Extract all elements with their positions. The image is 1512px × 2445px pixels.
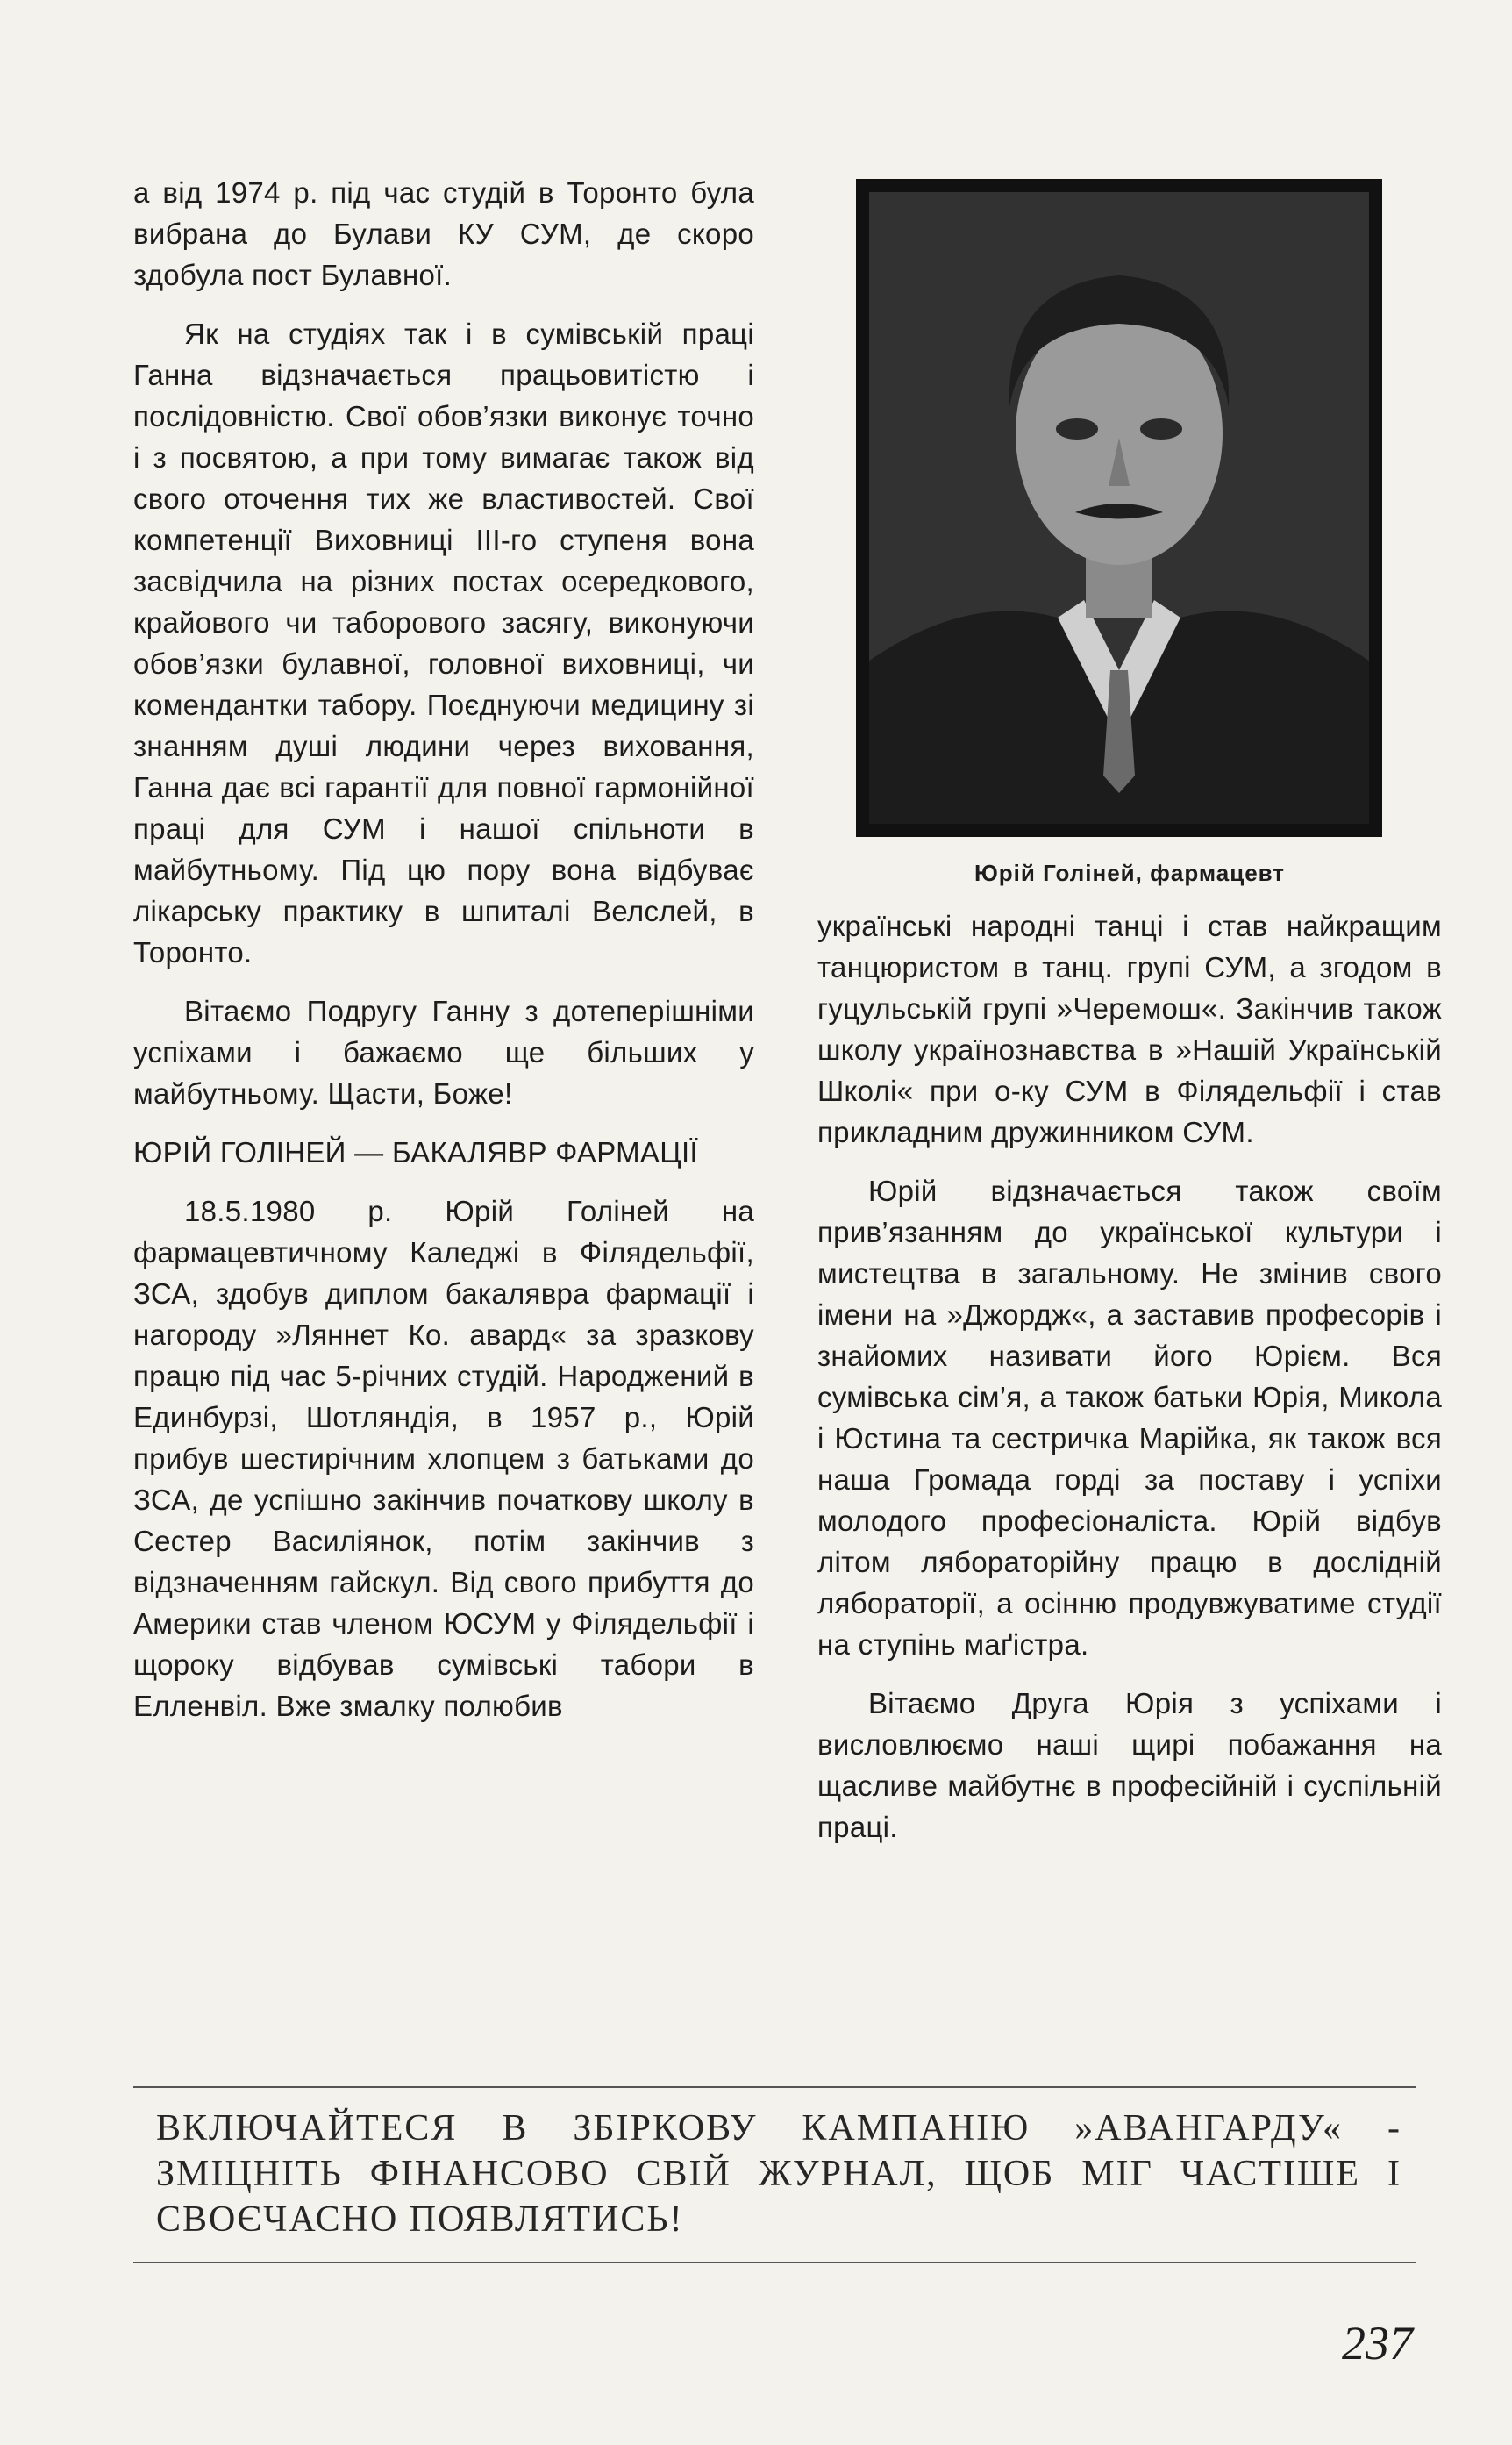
left-column xyxy=(133,172,754,1727)
right-column-text xyxy=(817,905,1442,1848)
page-number: 237 xyxy=(1342,2317,1413,2370)
portrait-illustration xyxy=(856,179,1382,837)
paragraph-3: Вітаємо Подругу Ганну з дотеперішніми успіхами і бажаємо ще більших у майбутньому. Щасти, Боже! xyxy=(133,995,754,1110)
banner-rule-bottom xyxy=(133,2262,1416,2263)
article-heading: ЮРІЙ ГОЛІНЕЙ — БАКАЛЯВР ФАРМАЦІЇ xyxy=(133,1136,698,1169)
paragraph-1: а від 1974 р. під час студій в Торонто була вибрана до Булави КУ СУМ, де скоро здобула пост Булавної. xyxy=(133,176,754,291)
photo-frame xyxy=(817,172,1387,837)
paragraph-4: 18.5.1980 р. Юрій Голіней на фармацевтичному Каледжі в Філядельфії, ЗСА, здобув диплом бакалявра фармації і нагороду »Ляннет Ко. авард« за зразкову працю під час 5-річних студій. Народжений в Единбурзі, Шотляндія, в 1957 р., Юрій прибув шестирічним хлопцем з батьками до ЗСА, де успішно закінчив початкову школу в Сестер Василіянок, потім закінчив з відзначенням гайскул. Від свого прибуття до Америки став членом ЮСУМ у Філядельфії і щороку відбував сумівські табори в Елленвіл. Вже змалку полюбив xyxy=(133,1195,754,1722)
paragraph-7: Вітаємо Друга Юрія з успіхами і висловлюємо нашi щирі побажання на щасливе майбутнє в професійній і суспільній праці. xyxy=(817,1687,1442,1843)
portrait-photo xyxy=(856,179,1382,837)
photo-caption: Юрій Голіней, фармацевт xyxy=(974,860,1286,886)
paragraph-5: українські народні танці і став найкращим танцюристом в танц. групі СУМ, а згодом в гуцульській групі »Черемош«. Закінчив також школу українознавства в »Нашій Українській Школі« при о-ку СУМ в Філядельфії і став прикладним дружинником СУМ. xyxy=(817,910,1442,1148)
banner-rule-top xyxy=(133,2086,1416,2088)
paragraph-2: Як на студіях так і в сумівській праці Ганна відзначається працьовитістю і послідовністю. Свої обов’язки виконує точно і з посвятою, а при тому вимагає також від свого оточення тих же властивостей. Свої компетенції Виховниці ІІІ-го ступеня вона засвідчила на різних постах осередкового, крайового чи таборового засягу, виконуючи обов’язки булавної, головної виховниці, чи комендантки табору. Поєднуючи медицину зі знанням душі людини через виховання, Ганна дає всі гарантії для повної гармонійної праці для СУМ і нашої спільноти в майбутньому. Під цю пору вона відбуває лікарську практику в шпиталі Велслей, в Торонто. xyxy=(133,318,754,969)
fundraising-banner: ВКЛЮЧАЙТЕСЯ В ЗБІРКОВУ КАМПАНІЮ »АВАНГАРДУ« - ЗМІЦНІТЬ ФІНАНСОВО СВІЙ ЖУРНАЛ, ЩОБ МІГ ЧАСТІШЕ І СВОЄЧАСНО ПОЯВЛЯТИСЬ! xyxy=(156,2108,1401,2240)
paragraph-6: Юрій відзначається також своїм прив’язанням до української культури і мистецтва в загальному. Не змінив свого імени на »Джордж«, а заставив професорів і знайомих називати його Юрієм. Вся сумівська сім’я, а також батьки Юрія, Микола і Юстина та сестричка Марійка, як також вся наша Громада горді за поставу і успіхи молодого професіоналіста. Юрій відбув літом лябораторійну працю в дослідній лябораторії, а осінню продувжуватиме студії на ступінь маґістра. xyxy=(817,1175,1442,1661)
